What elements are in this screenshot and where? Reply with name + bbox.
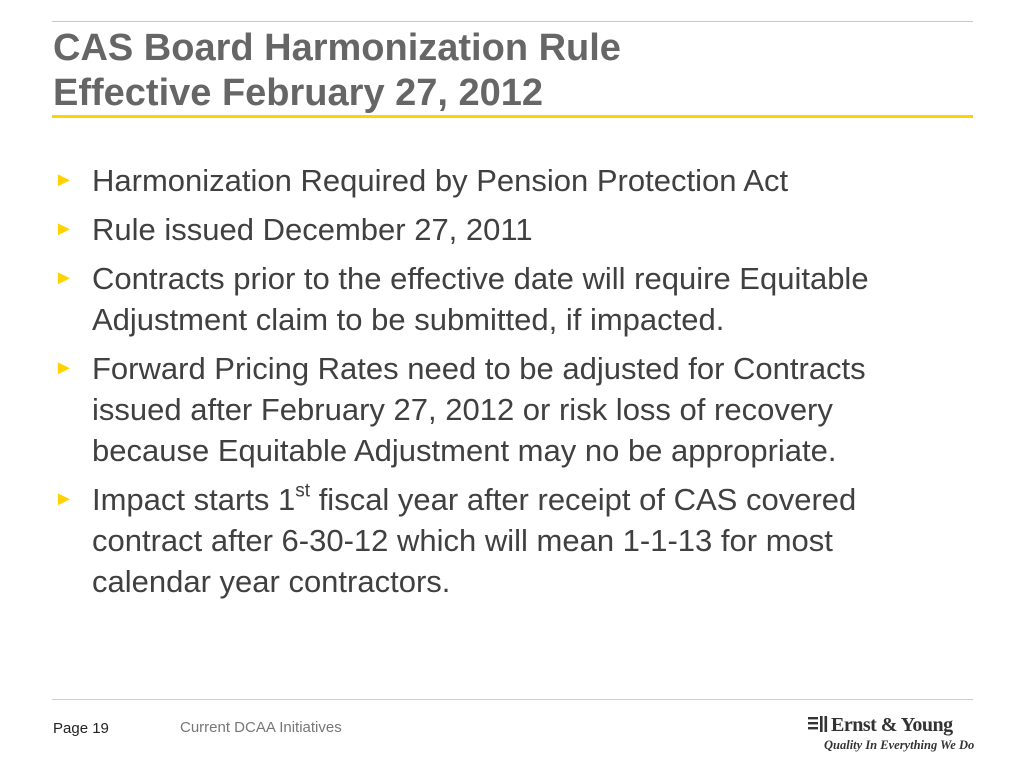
logo-tagline: Quality In Everything We Do: [824, 738, 975, 752]
bullet-item: [52, 479, 957, 602]
top-divider: [52, 21, 973, 22]
triangle-right-icon: ►: [54, 488, 74, 510]
triangle-right-icon: ►: [54, 357, 74, 379]
bullet-text-start: Impact starts 1: [92, 482, 296, 517]
page-number: Page 19: [53, 720, 109, 737]
triangle-right-icon: ►: [54, 267, 74, 289]
presentation-title: Current DCAA Initiatives: [180, 719, 342, 736]
bullet-text: Contracts prior to the effective date will require Equitable Adjustment claim to be submitted, if impacted.: [92, 261, 869, 337]
title-line-1: CAS Board Harmonization Rule: [53, 27, 621, 69]
title-line-2: Effective February 27, 2012: [53, 72, 544, 114]
title-underline: [52, 115, 973, 118]
bullet-text-end: fiscal year after receipt of CAS covered contract after 6-30-12 which will mean 1-1-13 for most calendar year contractors.: [92, 482, 857, 599]
bullet-item: [52, 258, 957, 340]
logo-name: Ernst & Young: [831, 714, 953, 736]
footer-divider: [52, 699, 973, 700]
bullet-item: [52, 160, 957, 201]
bullet-text: Harmonization Required by Pension Protection Act: [92, 163, 789, 198]
triangle-right-icon: ►: [54, 169, 74, 191]
ey-bars-icon: [808, 716, 830, 734]
bullet-item: [52, 209, 957, 250]
bullet-item: [52, 348, 957, 471]
bullet-text: Forward Pricing Rates need to be adjusted for Contracts issued after February 27, 2012 or risk loss of recovery because Equitable Adjustment may no be appropriate.: [92, 351, 866, 468]
triangle-right-icon: ►: [54, 218, 74, 240]
slide-title: [53, 26, 953, 116]
bullet-list: [52, 160, 957, 610]
ernst-young-logo: [808, 712, 978, 756]
bullet-text: Rule issued December 27, 2011: [92, 212, 533, 247]
ordinal-suffix: st: [295, 480, 311, 502]
